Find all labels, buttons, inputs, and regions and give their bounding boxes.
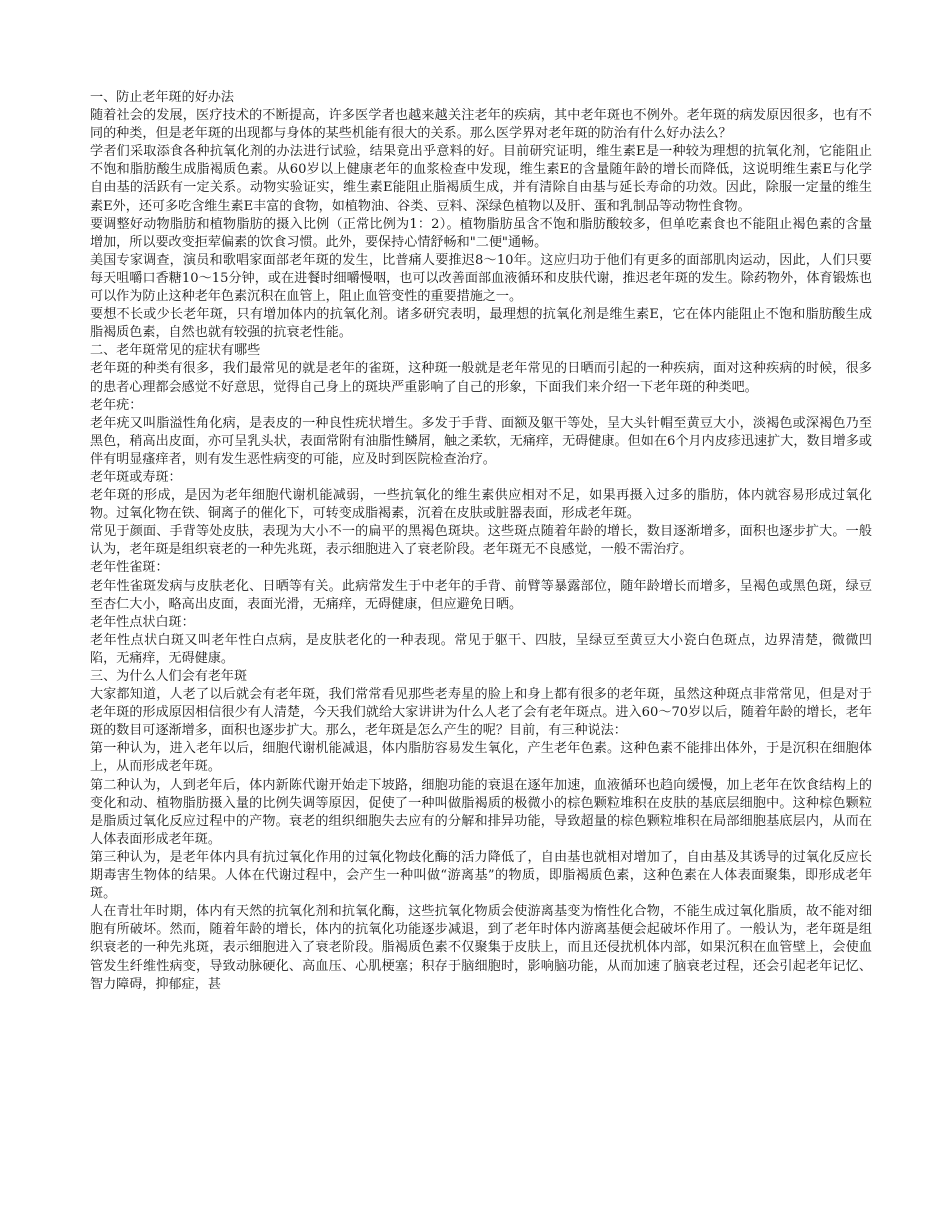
paragraph: 常见于颜面、手背等处皮肤，表现为大小不一的扁平的黑褐色斑块。这些斑点随着年龄的增长，数目逐渐增多，面积也逐步扩大。一般认为，老年斑是组织衰老的一种先兆斑，表示细胞进入了衰老阶段。老年斑无不良感觉，一般不需治疗。	[90, 524, 872, 558]
paragraph: 第一种认为，进入老年以后，细胞代谢机能减退，体内脂肪容易发生氧化，产生老年色素。这种色素不能排出体外，于是沉积在细胞体上，从而形成老年斑。	[90, 741, 872, 775]
section-heading-2: 二、老年斑常见的症状有哪些	[90, 343, 261, 359]
paragraph: 要调整好动物脂肪和植物脂肪的摄入比例（正常比例为1：2）。植物脂肪虽含不饱和脂肪酸较多，但单吃素食也不能阻止褐色素的含量增加，所以要改变拒荤偏素的饮食习惯。此外，要保持心情舒畅和"二便"通畅。	[90, 216, 872, 250]
paragraph: 学者们采取添食各种抗氧化剂的办法进行试验，结果竟出乎意料的好。目前研究证明，维生素E是一种较为理想的抗氧化剂，它能阻止不饱和脂肪酸生成脂褐质色素。从60岁以上健康老年的血浆检查中发现，维生素E的含量随年龄的增长而降低，这说明维生素E与化学自由基的活跃有一定关系。动物实验证实，维生素E能阻止脂褐质生成，并有清除自由基与延长寿命的功效。因此，除服一定量的维生素E外，还可多吃含维生素E丰富的食物，如植物油、谷类、豆料、深绿色植物以及肝、蛋和乳制品等动物性食物。	[90, 144, 872, 214]
paragraph: 老年斑的种类有很多，我们最常见的就是老年的雀斑，这种斑一般就是老年常见的日晒而引起的一种疾病，面对这种疾病的时候，很多的患者心理都会感觉不好意思，觉得自己身上的斑块严重影响了自己的形象，下面我们来介绍一下老年斑的种类吧。	[90, 361, 872, 395]
subheading: 老年性点状白斑：	[90, 614, 195, 630]
paragraph: 老年疣又叫脂溢性角化病，是表皮的一种良性疣状增生。多发于手背、面额及躯干等处，呈大头针帽至黄豆大小，淡褐色或深褐色乃至黑色，稍高出皮面，亦可呈乳头状，表面常附有油脂性鳞屑，触之柔软，无痛痒，无碍健康。但如在6个月内皮疹迅速扩大，数目增多或伴有明显瘙痒者，则有发生恶性病变的可能，应及时到医院检查治疗。	[90, 415, 872, 467]
section-heading-1: 一、防止老年斑的好办法	[90, 90, 235, 105]
paragraph: 要想不长或少长老年斑，只有增加体内的抗氧化剂。诸多研究表明，最理想的抗氧化剂是维生素E，它在体内能阻止不饱和脂肪酸生成脂褐质色素，自然也就有较强的抗衰老性能。	[90, 307, 872, 341]
document-body	[90, 89, 872, 994]
paragraph: 老年斑的形成，是因为老年细胞代谢机能减弱，一些抗氧化的维生素供应相对不足，如果再摄入过多的脂肪，体内就容易形成过氧化物。过氧化物在铁、铜离子的催化下，可转变成脂褐素，沉着在皮肤或脏器表面，形成老年斑。	[90, 488, 872, 522]
paragraph: 第二种认为，人到老年后，体内新陈代谢开始走下坡路，细胞功能的衰退在逐年加速，血液循环也趋向缓慢，加上老年在饮食结构上的变化和动、植物脂肪摄入量的比例失调等原因，促使了一种叫做脂褐质的极微小的棕色颗粒堆积在皮肤的基底层细胞中。这种棕色颗粒是脂质过氧化反应过程中的产物。衰老的组织细胞失去应有的分解和排异功能，导致超量的棕色颗粒堆积在局部细胞基底层内，从而在人体表面形成老年斑。	[90, 777, 872, 847]
subheading: 老年斑或寿斑：	[90, 469, 182, 485]
paragraph: 大家都知道，人老了以后就会有老年斑，我们常常看见那些老寿星的脸上和身上都有很多的老年斑，虽然这种斑点非常常见，但是对于老年斑的形成原因相信很少有人清楚，今天我们就给大家讲讲为什么人老了会有老年斑点。进入60～70岁以后，随着年龄的增长，老年斑的数目可逐渐增多，面积也逐步扩大。那么，老年斑是怎么产生的呢？目前，有三种说法：	[90, 687, 872, 739]
paragraph: 第三种认为，是老年体内具有抗过氧化作用的过氧化物歧化酶的活力降低了，自由基也就相对增加了，自由基及其诱导的过氧化反应长期毒害生物体的结果。人体在代谢过程中，会产生一种叫做“游离基”的物质，即脂褐质色素，这种色素在人体表面聚集，即形成老年斑。	[90, 849, 872, 902]
paragraph: 随着社会的发展，医疗技术的不断提高，许多医学者也越来越关注老年的疾病，其中老年斑也不例外。老年斑的病发原因很多，也有不同的种类，但是老年斑的出现都与身体的某些机能有很大的关系。那么医学界对老年斑的防治有什么好办法么？	[90, 108, 872, 142]
paragraph: 老年性点状白斑又叫老年性白点病，是皮肤老化的一种表现。常见于躯干、四肢，呈绿豆至黄豆大小瓷白色斑点，边界清楚，微微凹陷，无痛痒，无碍健康。	[90, 632, 872, 666]
paragraph: 美国专家调查，演员和歌唱家面部老年斑的发生，比普痛人要推迟8～10年。这应归功于他们有更多的面部肌肉运动，因此，人们只要每天咀嚼口香糖10～15分钟，或在进餐时细嚼慢咽，也可以改善面部血液循环和皮肤代谢，推迟老年斑的发生。除药物外，体育锻炼也可以作为防止这种老年色素沉积在血管上，阻止血管变性的重要措施之一。	[90, 252, 872, 305]
subheading: 老年疣：	[90, 397, 143, 413]
subheading: 老年性雀斑：	[90, 560, 169, 576]
paragraph: 人在青壮年时期，体内有天然的抗氧化剂和抗氧化酶，这些抗氧化物质会使游离基变为惰性化合物，不能生成过氧化脂质，故不能对细胞有所破坏。然而，随着年龄的增长，体内的抗氧化功能逐步减退，到了老年时体内游离基便会起破坏作用了。一般认为，老年斑是组织衰老的一种先兆斑，表示细胞进入了衰老阶段。脂褐质色素不仅聚集于皮肤上，而且还侵扰机体内部，如果沉积在血管壁上，会使血管发生纤维性病变，导致动脉硬化、高血压、心肌梗塞；积存于脑细胞时，影响脑功能，从而加速了脑衰老过程，还会引起老年记忆、智力障碍，抑郁症，甚	[90, 904, 872, 992]
paragraph: 老年性雀斑发病与皮肤老化、日晒等有关。此病常发生于中老年的手背、前臂等暴露部位，随年龄增长而增多，呈褐色或黑色斑，绿豆至杏仁大小，略高出皮面，表面光滑，无痛痒，无碍健康，但应避免日晒。	[90, 578, 872, 612]
section-heading-3: 三、为什么人们会有老年斑	[90, 669, 248, 684]
